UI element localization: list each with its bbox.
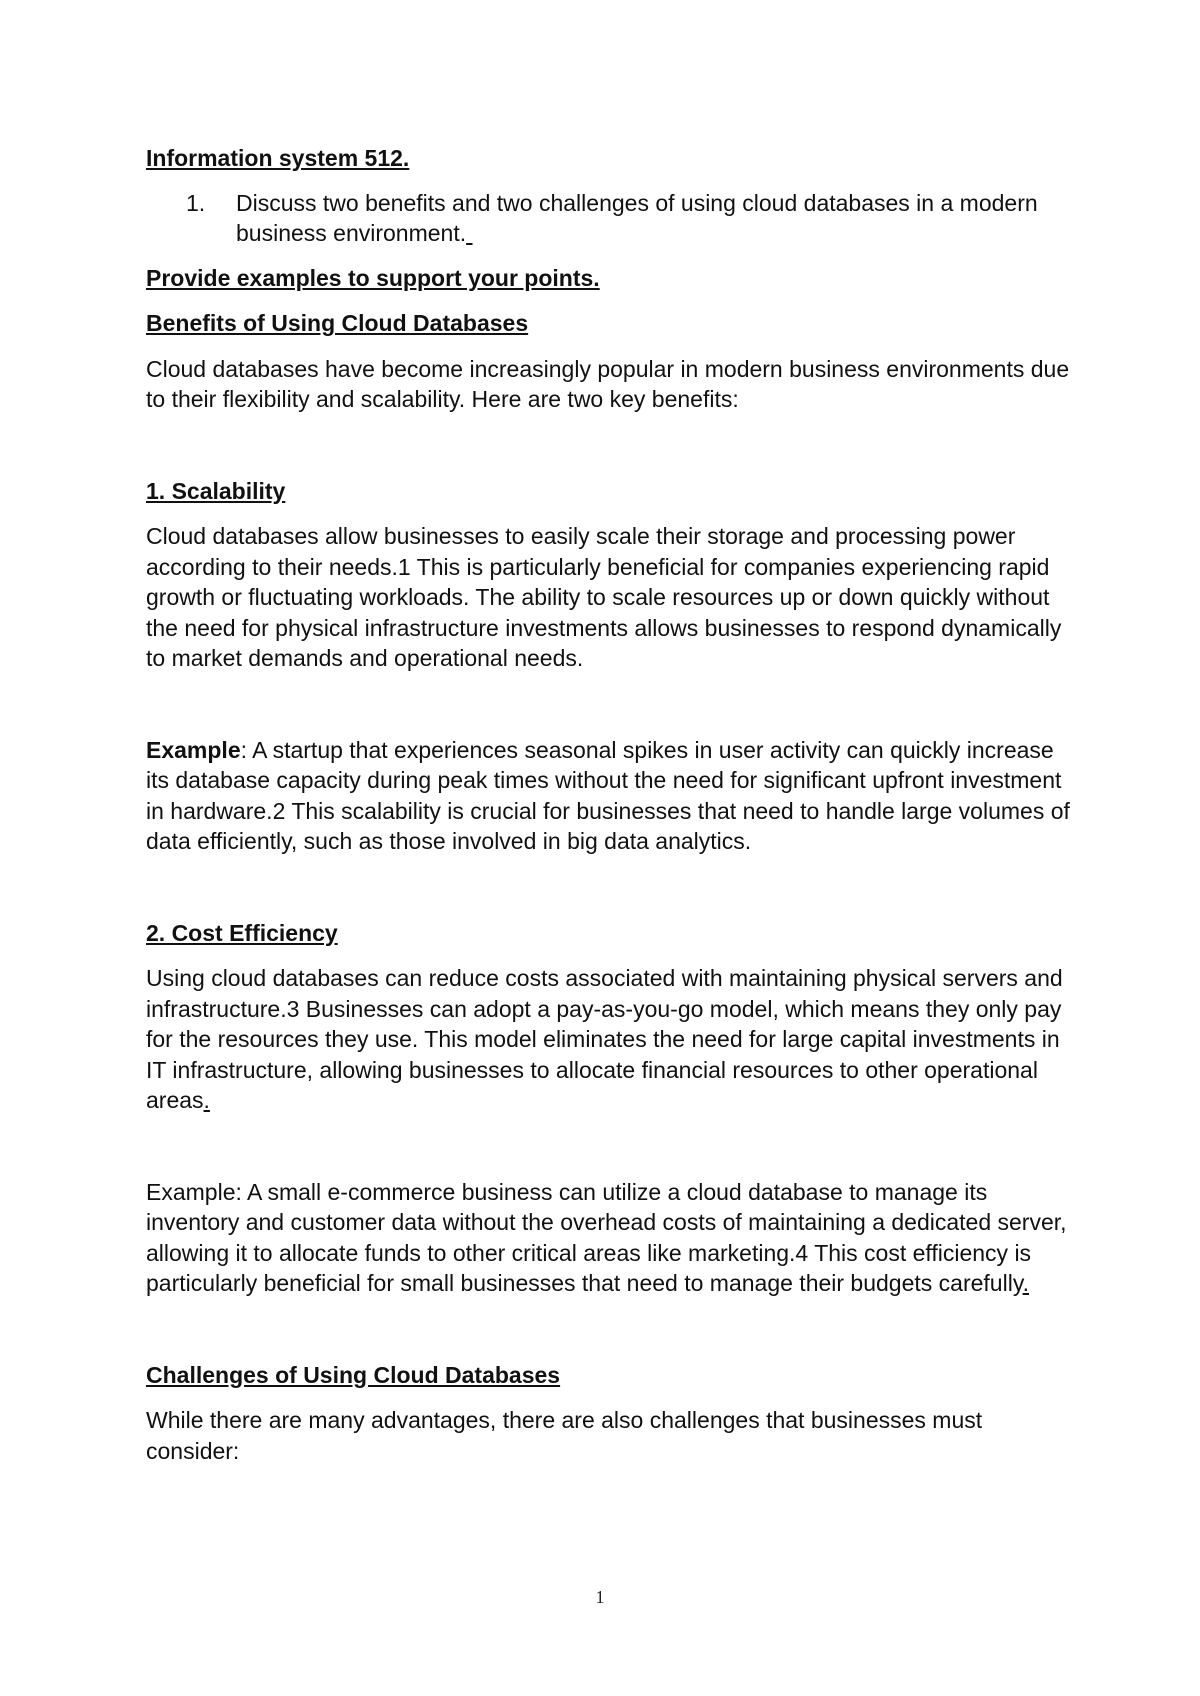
- scalability-example: [146, 735, 1076, 857]
- scalability-heading: 1. Scalability: [146, 477, 286, 504]
- cost-body-text: Using cloud databases can reduce costs associated with maintaining physical servers and infrastructure.3 Businesses can adopt a pay-as-you-go model, which means they only pay for the resources they use. This model eliminates the need for large capital investments in IT infrastructure, allowing businesses to allocate financial resources to other operational areas: [146, 965, 1063, 1113]
- question-text-content: Discuss two benefits and two challenges of using cloud databases in a modern business environment.: [236, 189, 1038, 246]
- spacer: [146, 1116, 1076, 1177]
- challenges-heading: Challenges of Using Cloud Databases: [146, 1361, 561, 1388]
- benefits-heading: Benefits of Using Cloud Databases: [146, 310, 529, 336]
- challenges-intro: While there are many advantages, there are also challenges that businesses must consider:: [146, 1407, 983, 1464]
- question-trailing-mark: [466, 220, 472, 246]
- page-number: 1: [595, 1587, 605, 1607]
- question-number: 1.: [186, 189, 206, 216]
- spacer: [146, 415, 1076, 476]
- cost-body-end: .: [203, 1087, 210, 1113]
- cost-efficiency-heading: 2. Cost Efficiency: [146, 919, 338, 946]
- question-item: [146, 188, 1076, 249]
- benefits-intro: Cloud databases have become increasingly popular in modern business environments due to their flexibility and scalability. Here are two key benefits:: [146, 355, 1070, 412]
- question-text: [236, 188, 1076, 249]
- scalability-example-text: : A startup that experiences seasonal spikes in user activity can quickly increase its database capacity during peak times without the need for significant upfront investment in hardware.2 This scalability is crucial for businesses that need to handle large volumes of data efficiently, such as those involved in big data analytics.: [146, 736, 1070, 854]
- document-title: Information system 512.: [146, 145, 410, 171]
- spacer: [146, 1299, 1076, 1360]
- document-body: [146, 143, 1076, 1466]
- cost-efficiency-body: [146, 963, 1076, 1116]
- provide-examples-heading: Provide examples to support your points.: [146, 264, 600, 291]
- example-label: Example: [146, 736, 241, 763]
- scalability-body: Cloud databases allow businesses to easily scale their storage and processing power according to their needs.1 This is particularly beneficial for companies experiencing rapid growth or fluctuating workloads. The ability to scale resources up or down quickly without the need for physical infrastructure investments allows businesses to respond dynamically to market demands and operational needs.: [146, 523, 1062, 671]
- spacer: [146, 857, 1076, 918]
- cost-example-end: .: [1022, 1270, 1029, 1296]
- cost-example-text: Example: A small e-commerce business can utilize a cloud database to manage its inventory and customer data without the overhead costs of maintaining a dedicated server, allowing it to allocate funds to other critical areas like marketing.4 This cost efficiency is particularly beneficial for small businesses that need to manage their budgets carefully: [146, 1178, 1067, 1296]
- cost-efficiency-example: [146, 1177, 1076, 1299]
- spacer: [146, 674, 1076, 735]
